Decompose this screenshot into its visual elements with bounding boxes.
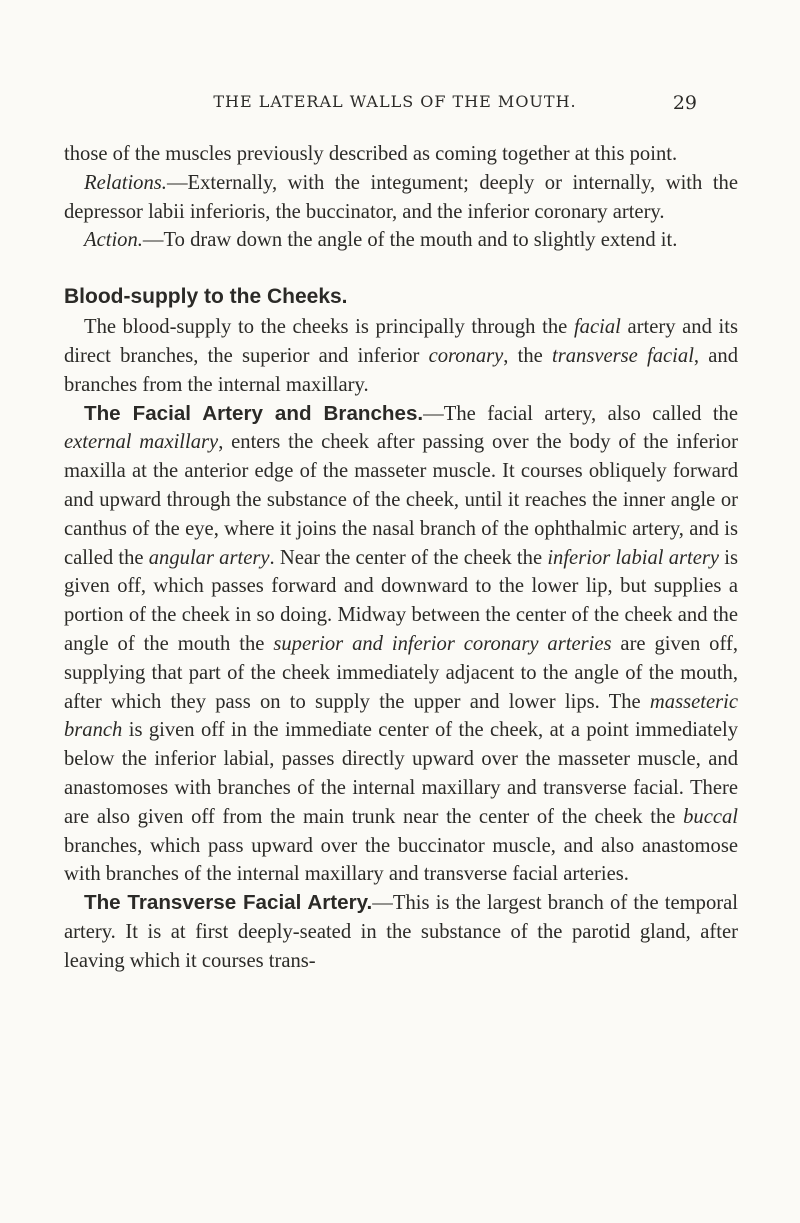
text-run: —This is the largest branch of the temporal artery. It is at first deeply-seated in the substance of the parotid gland, after leaving which it courses trans- [64, 892, 738, 972]
paragraph: those of the muscles previously described as coming together at this point. [64, 143, 678, 165]
paragraph-transverse-facial [64, 889, 738, 975]
run-in-heading: The Facial Artery and Branches. [84, 401, 424, 425]
text-run: , enters the cheek after passing over the body of the inferior maxilla at the anterior edge of the masseter muscle. It courses obliquely forward and upward through the substance of the cheek, until it reaches the inner angle or canthus of the eye, where it joins the nasal branch of the ophthalmic artery, and is called the [64, 431, 738, 569]
page-number: 29 [672, 92, 697, 114]
paragraph-action [64, 226, 738, 255]
relations-text: —Externally, with the integument; deeply or internally, with the depressor labii inferioris, the buccinator, and the inferior coronary artery. [64, 171, 738, 223]
text-run: , the [503, 344, 553, 367]
text-run: , and branches from the internal maxillary. [64, 344, 739, 396]
text-run: —The facial artery, also called the [423, 402, 738, 425]
text-run: The blood-supply to the cheeks is principally through the [84, 316, 574, 339]
paragraph-blood-supply [64, 313, 738, 399]
running-head: THE LATERAL WALLS OF THE MOUTH. [213, 92, 577, 111]
page-body [64, 140, 738, 976]
action-label: Action. [84, 229, 143, 252]
italic-term: superior and inferior coronary arteries [273, 632, 612, 655]
italic-term: inferior labial artery [547, 546, 720, 569]
text-run: are given off, supplying that part of the cheek immediately adjacent to the angle of the mouth, after which they pass on to supply the upper and lower lips. The [64, 632, 738, 713]
italic-term: angular artery [148, 546, 270, 569]
text-run: branches, which pass upward over the buccinator muscle, and also anastomose with branches of the internal maxillary and transverse facial arteries. [64, 834, 738, 886]
relations-label: Relations. [84, 171, 167, 194]
text-run: . Near the center of the cheek the [269, 546, 548, 569]
text-run: is given off in the immediate center of the cheek, at a point immediately below the inferior labial, passes directly upward over the masseter muscle, and anastomoses with branches of the internal maxillary and transverse facial. There are also given off from the main trunk near the center of the cheek the [64, 719, 738, 828]
text-run: is given off, which passes forward and downward to the lower lip, but supplies a portion of the cheek in so doing. Midway between the center of the cheek and the angle of the mouth the [64, 546, 738, 655]
italic-term: buccal [683, 805, 738, 828]
italic-term: coronary [428, 344, 504, 367]
paragraph-facial-artery [64, 400, 738, 890]
italic-term: transverse facial [552, 344, 694, 367]
italic-term: masseteric branch [64, 690, 738, 742]
section-spacer [64, 255, 738, 283]
run-in-heading: The Transverse Facial Artery. [84, 891, 373, 915]
section-heading: Blood-supply to the Cheeks. [64, 285, 348, 309]
text-run: artery and its direct branches, the superior and inferior [64, 316, 738, 367]
italic-term: external maxillary [64, 431, 219, 454]
paragraph-relations [64, 169, 738, 227]
action-text: —To draw down the angle of the mouth and to slightly extend it. [142, 229, 678, 252]
italic-term: facial [573, 316, 621, 339]
